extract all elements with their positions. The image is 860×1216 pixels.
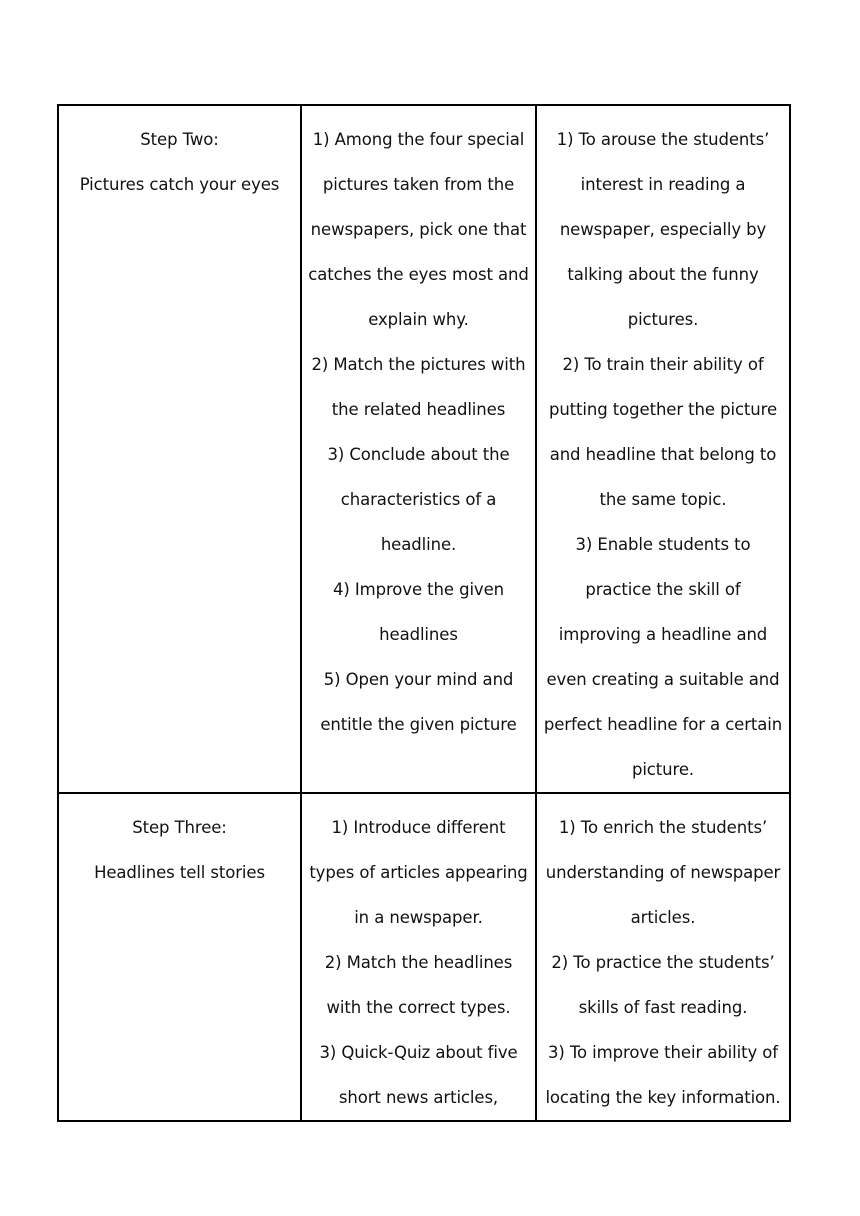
activity-item: 3) Conclude about the characteristics of a headline. (327, 445, 510, 554)
purposes-cell (536, 105, 790, 793)
purpose-item: 1) To enrich the students’ understanding of newspaper articles. (545, 818, 781, 927)
activities-cell (301, 105, 536, 793)
activities-cell (301, 793, 536, 1121)
step-label: Step Two: (140, 130, 219, 149)
activity-item: 2) Match the headlines with the correct types. (324, 953, 513, 1017)
purpose-item: 3) To improve their ability of locating the key information. (545, 1043, 781, 1107)
table-row (58, 105, 790, 793)
purpose-item: 2) To train their ability of putting together the picture and headline that belong to the same topic. (548, 355, 778, 509)
step-title: Headlines tell stories (94, 863, 265, 882)
activity-item: 5) Open your mind and entitle the given picture (320, 670, 517, 734)
activity-item: 4) Improve the given headlines (332, 580, 505, 644)
step-cell (58, 105, 301, 793)
lesson-plan-table (57, 104, 791, 1122)
table-row (58, 793, 790, 1121)
purpose-item: 3) Enable students to practice the skill of improving a headline and even creating a suitable and perfect headline for a certain picture. (543, 535, 783, 779)
activity-item: 2) Match the pictures with the related headlines (311, 355, 526, 419)
step-title: Pictures catch your eyes (79, 175, 280, 194)
step-cell (58, 793, 301, 1121)
activity-item: 1) Introduce different types of articles appearing in a newspaper. (309, 818, 528, 927)
activity-item: 3) Quick-Quiz about five short news articles, (319, 1043, 518, 1107)
purpose-item: 2) To practice the students’ skills of fast reading. (551, 953, 775, 1017)
activity-item: 1) Among the four special pictures taken from the newspapers, pick one that catches the eyes most and explain why. (308, 130, 529, 329)
purposes-cell (536, 793, 790, 1121)
step-label: Step Three: (132, 818, 227, 837)
purpose-item: 1) To arouse the students’ interest in reading a newspaper, especially by talking about the funny pictures. (556, 130, 770, 329)
